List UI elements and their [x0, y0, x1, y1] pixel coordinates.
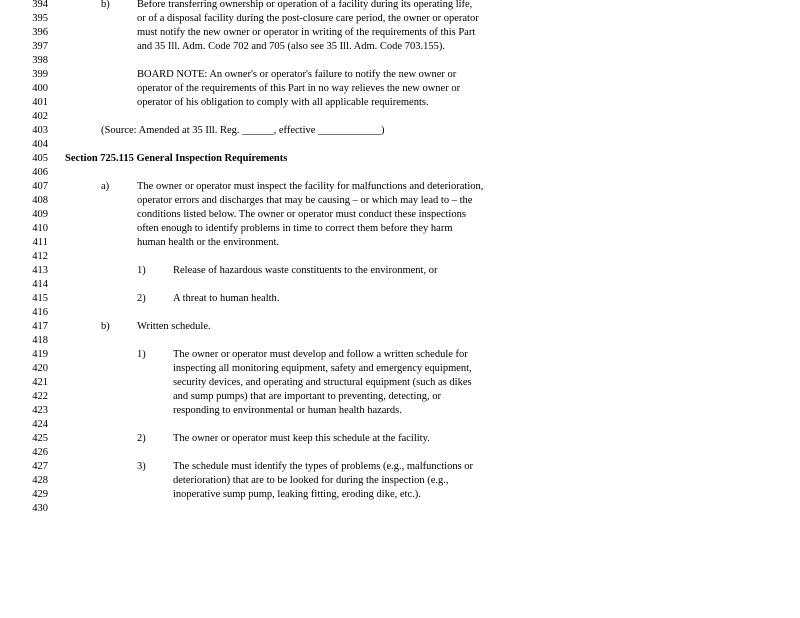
line-number: 403 [32, 125, 48, 136]
document-line [0, 376, 800, 390]
document-line [0, 0, 800, 12]
line-number: 416 [32, 307, 48, 318]
document-line [0, 320, 800, 334]
line-text: responding to environmental or human health hazards. [173, 405, 402, 416]
line-number: 395 [32, 13, 48, 24]
line-number: 424 [32, 419, 48, 430]
line-text: A threat to human health. [173, 293, 280, 304]
document-line [0, 404, 800, 418]
line-text: human health or the environment. [137, 237, 280, 248]
line-number: 427 [32, 461, 48, 472]
document-line [0, 488, 800, 502]
line-number: 406 [32, 167, 48, 178]
subsection-label: b) [101, 0, 110, 10]
line-text: Written schedule. [137, 321, 211, 332]
line-number: 414 [32, 279, 48, 290]
line-number: 398 [32, 55, 48, 66]
line-number: 421 [32, 377, 48, 388]
line-text: inspecting all monitoring equipment, safety and emergency equipment, [173, 363, 472, 374]
line-text: inoperative sump pump, leaking fitting, eroding dike, etc.). [173, 489, 421, 500]
line-number: 405 [32, 153, 48, 164]
document-line [0, 334, 800, 348]
line-text: must notify the new owner or operator in writing of the requirements of this Part [137, 27, 476, 38]
document-line [0, 82, 800, 96]
document-line [0, 264, 800, 278]
subsection-label: 3) [137, 461, 146, 472]
document-line [0, 222, 800, 236]
line-text: deterioration) that are to be looked for during the inspection (e.g., [173, 475, 449, 486]
document-line [0, 306, 800, 320]
line-text: BOARD NOTE: An owner's or operator's failure to notify the new owner or [137, 69, 457, 80]
line-number: 401 [32, 97, 48, 108]
subsection-label: 1) [137, 265, 146, 276]
line-number: 408 [32, 195, 48, 206]
line-text: The owner or operator must inspect the facility for malfunctions and deterioration, [137, 181, 484, 192]
line-text: (Source: Amended at 35 Ill. Reg. ______, effective ____________) [101, 125, 385, 136]
line-number: 394 [32, 0, 48, 10]
document-line [0, 446, 800, 460]
document-line [0, 460, 800, 474]
line-text: operator errors and discharges that may be causing – or which may lead to – the [137, 195, 473, 206]
line-text: often enough to identify problems in time to correct them before they harm [137, 223, 453, 234]
line-number: 423 [32, 405, 48, 416]
line-text: operator of the requirements of this Part in no way relieves the new owner or [137, 83, 461, 94]
line-number: 420 [32, 363, 48, 374]
line-number: 425 [32, 433, 48, 444]
section-heading: Section 725.115 General Inspection Requirements [65, 153, 288, 164]
document-line [0, 54, 800, 68]
document-line [0, 68, 800, 82]
line-number: 430 [32, 503, 48, 514]
document-line [0, 194, 800, 208]
document-line [0, 138, 800, 152]
document-line [0, 26, 800, 40]
line-text: Release of hazardous waste constituents to the environment, or [173, 265, 438, 276]
document-line [0, 348, 800, 362]
document-line [0, 96, 800, 110]
line-number: 409 [32, 209, 48, 220]
document-line [0, 12, 800, 26]
line-number: 407 [32, 181, 48, 192]
line-number: 412 [32, 251, 48, 262]
line-number: 422 [32, 391, 48, 402]
line-number: 426 [32, 447, 48, 458]
line-number: 402 [32, 111, 48, 122]
subsection-label: a) [101, 181, 110, 192]
document-line [0, 180, 800, 194]
document-line [0, 236, 800, 250]
subsection-label: b) [101, 321, 110, 332]
line-number: 429 [32, 489, 48, 500]
line-number: 404 [32, 139, 48, 150]
line-text: security devices, and operating and structural equipment (such as dikes [173, 377, 472, 388]
document-line [0, 152, 800, 166]
line-text: or of a disposal facility during the post-closure care period, the owner or operator [137, 13, 479, 24]
line-number: 418 [32, 335, 48, 346]
document-line [0, 362, 800, 376]
line-text: The owner or operator must develop and follow a written schedule for [173, 349, 468, 360]
document-line [0, 278, 800, 292]
line-text: and 35 Ill. Adm. Code 702 and 705 (also see 35 Ill. Adm. Code 703.155). [137, 41, 445, 52]
line-text: The owner or operator must keep this schedule at the facility. [173, 433, 430, 444]
document-line [0, 40, 800, 54]
document-line [0, 292, 800, 306]
line-number: 399 [32, 69, 48, 80]
subsection-label: 2) [137, 293, 146, 304]
document-line [0, 166, 800, 180]
document-line [0, 208, 800, 222]
line-text: The schedule must identify the types of problems (e.g., malfunctions or [173, 461, 474, 472]
document-line [0, 124, 800, 138]
line-number: 417 [32, 321, 48, 332]
line-text: and sump pumps) that are important to preventing, detecting, or [173, 391, 441, 402]
line-number: 396 [32, 27, 48, 38]
line-number: 400 [32, 83, 48, 94]
line-number: 411 [32, 237, 48, 248]
document-line [0, 250, 800, 264]
document-line [0, 502, 800, 516]
document-line [0, 110, 800, 124]
document-line [0, 432, 800, 446]
line-number: 397 [32, 41, 48, 52]
line-text: conditions listed below. The owner or operator must conduct these inspections [137, 209, 466, 220]
document-line [0, 474, 800, 488]
subsection-label: 1) [137, 349, 146, 360]
document-line [0, 390, 800, 404]
document-line [0, 418, 800, 432]
subsection-label: 2) [137, 433, 146, 444]
line-number: 428 [32, 475, 48, 486]
line-number: 413 [32, 265, 48, 276]
line-number: 410 [32, 223, 48, 234]
line-text: operator of his obligation to comply with all applicable requirements. [137, 97, 429, 108]
line-number: 415 [32, 293, 48, 304]
line-number: 419 [32, 349, 48, 360]
line-text: Before transferring ownership or operation of a facility during its operating life, [137, 0, 473, 10]
